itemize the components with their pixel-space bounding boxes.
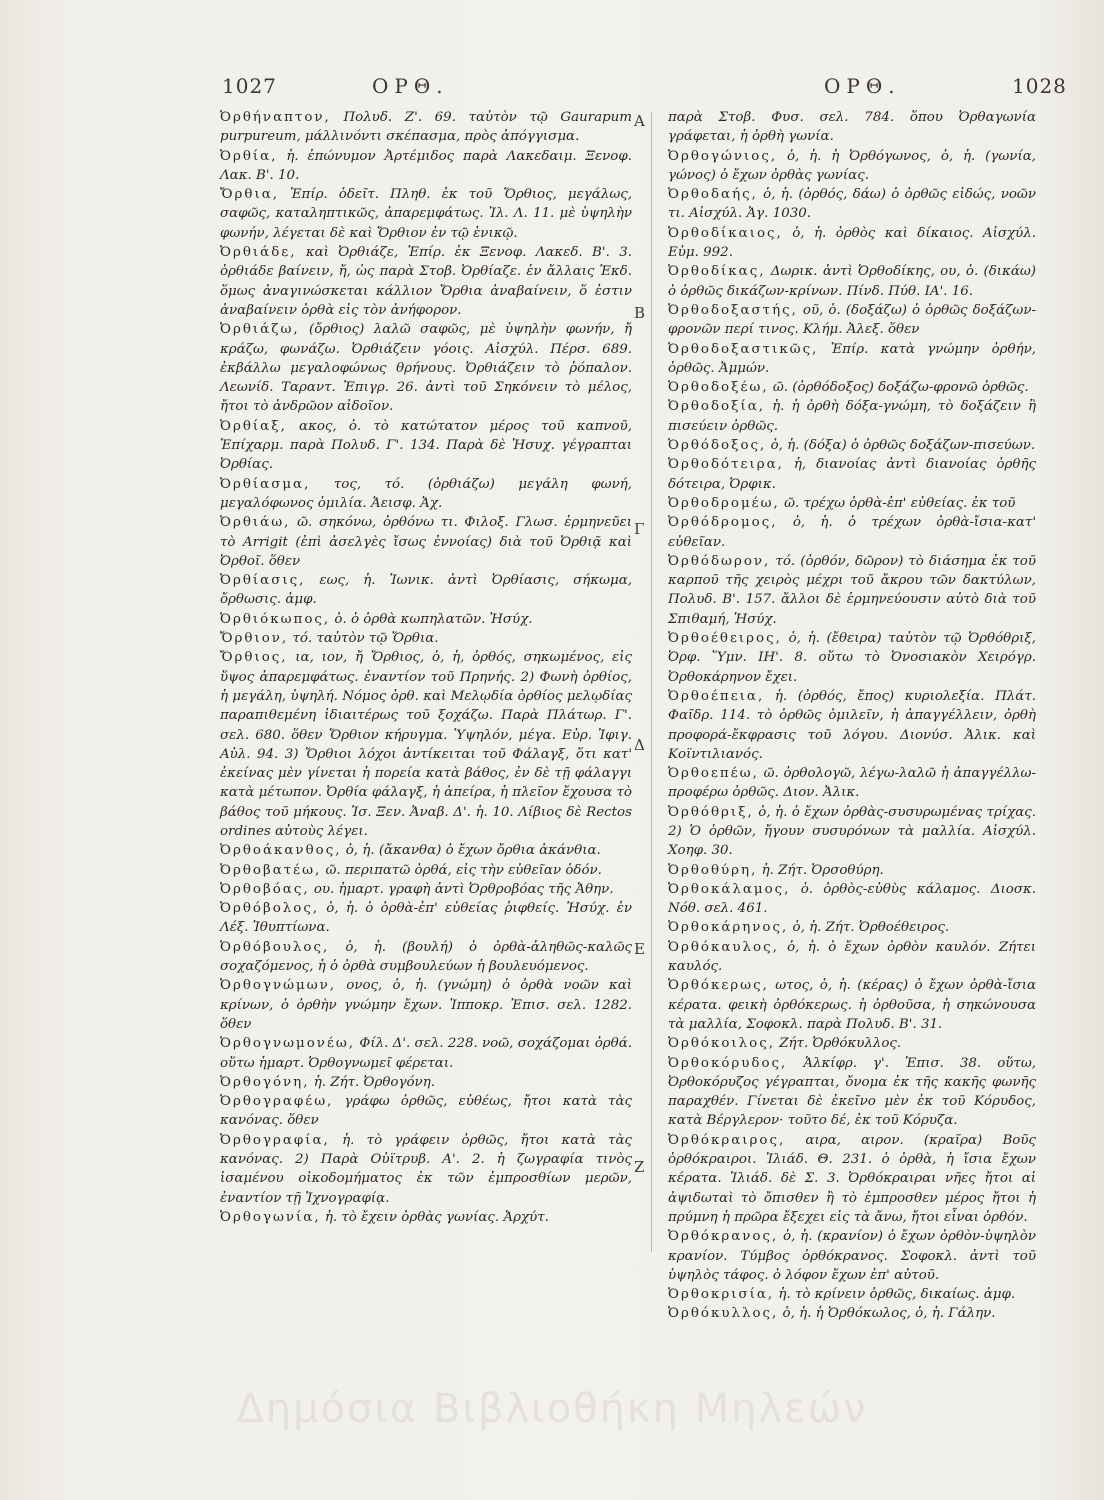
entry-definition: Ἀλκίφρ. γ'. Ἐπισ. 38. οὕτω, Ὀρθοκόρυζος γέγραπται, ὄνομα ἐκ τῆς κακῆς φωνῆς παραχθέν. Γίνεται δὲ ἐκεῖνο μὲν ἐκ τοῦ Κόρυδος, κατὰ Βέργλερον· τοῦτο δέ, ἐκ τοῦ Κόρυζα. xyxy=(668,1055,1036,1129)
entry-headword: Ὀρθοθύρη, xyxy=(668,862,758,878)
entry-definition: ὁ. ὀρθὸς-εὐθὺς κάλαμος. Διοσκ. Νόθ. σελ. 461. xyxy=(668,881,1036,917)
entry-headword: Ὀρθόκυλλος, xyxy=(668,1306,779,1322)
entry-definition: ἡ. (ὀρθός, ἔπος) κυριολεξία. Πλάτ. Φαῖδρ. 114. τὸ ὀρθῶς ὁμιλεῖν, ἡ ἀπαγγέλλειν, ὀρθὴ προφορά-ἔκφρασις τοῦ λόγου. Διονύσ. Ἀλικ. καὶ Κοϊντιλιανός. xyxy=(668,688,1036,762)
dictionary-entry xyxy=(668,861,1036,880)
entry-definition: αιρα, αιρον. (κραῖρα) Βοῦς ὀρθόκραιροι. Ἰλιάδ. Θ. 231. ὁ ὀρθὰ, ἡ ἴσια ἔχων κέρατα. Ἰλιάδ. δὲ Σ. 3. Ὀρθόκραιραι νῆες ἤτοι αἱ ἀψιδωταὶ τὸ ὄπισθεν ἢ τὸ ἐμπροσθεν μέρος ἤτοι ἡ πρύμνη ἡ πρῶρα ἔξεχει εἰς τὰ ἄνω, ἤτοι εἶναι ὀρθόν. xyxy=(668,1132,1036,1225)
section-letter: Δ xyxy=(634,736,645,754)
dictionary-entry xyxy=(668,880,1036,919)
entry-definition: γράφω ὀρθῶς, εὐθέως, ἤτοι κατὰ τὰς κανόνας. ὅθεν xyxy=(220,1094,632,1129)
entry-definition: ἡ. Ζήτ. Ὀρθογόνη. xyxy=(313,1074,435,1090)
entry-definition: ὁ, ἡ. ὁ τρέχων ὀρθὰ-ἴσια-κατ' εὐθεῖαν. xyxy=(668,515,1036,550)
dictionary-entry xyxy=(668,397,1036,436)
dictionary-entry xyxy=(220,648,632,841)
dictionary-entry xyxy=(220,1092,632,1131)
dictionary-entry xyxy=(668,1304,1036,1323)
entry-headword: Ὀρθοδίκας, xyxy=(668,264,766,280)
entry-headword: Ὀρθήναπτον, xyxy=(220,110,331,125)
entry-definition: ὁ, ἡ. ἡ Ὀρθόκωλος, ὁ, ἡ. Γάλην. xyxy=(782,1306,996,1322)
dictionary-entry xyxy=(220,1034,632,1073)
dictionary-entry xyxy=(220,899,632,938)
entry-definition: ἡ, διανοίας ἀντὶ διανοίας ὀρθῆς δότειρα, Ὀρφικ. xyxy=(668,457,1036,492)
entry-definition: ῶ. ὀρθολογῶ, λέγω-λαλῶ ἡ ἀπαγγέλλω-προφέρω ὀρθῶς. Διον. Ἀλικ. xyxy=(668,766,1036,801)
dictionary-entry xyxy=(220,1073,632,1092)
entry-headword: Ὀρθοβόας, xyxy=(220,881,310,897)
right-column xyxy=(668,108,1036,1324)
entry-definition: ῶ. (ὀρθόδοξος) δοξάζω-φρονῶ ὀρθῶς. xyxy=(772,380,1029,396)
entry-definition: ὁ, ἡ. ὁ ἔχων ὀρθὸν καυλόν. Ζήτει καυλός. xyxy=(668,939,1036,975)
entry-definition: ἡ. ἡ ὀρθὴ δόξα-γνώμη, τὸ δοξάζειν ἢ πισεύειν ὀρθῶς. xyxy=(668,399,1036,434)
entry-headword: Ὀρθόδωρον, xyxy=(668,553,771,569)
entry-definition: ὁ, ἡ. ὁ ὀρθὰ-ἐπ' εὐθείας ῥιφθείς. Ἡσύχ. ἐν Λέξ. Ἰθυπτίωνα. xyxy=(220,901,632,936)
entry-headword: Ὀρθοάκανθος, xyxy=(220,843,342,859)
dictionary-entry xyxy=(668,224,1036,263)
dictionary-entry xyxy=(668,301,1036,340)
dictionary-entry xyxy=(220,1131,632,1208)
entry-definition: ακος, ὁ. τὸ κατώτατον μέρος τοῦ καπνοῦ, Ἐπίχαρμ. παρὰ Πολυδ. Γ'. 134. Παρὰ δὲ Ἡσυχ. γέγραπται Ὀρθίας. xyxy=(220,418,632,473)
entry-headword: Ὀρθόκοιλος, xyxy=(668,1036,775,1052)
dictionary-entry xyxy=(668,185,1036,224)
entry-headword: Ὀρθιάζω, xyxy=(220,322,300,338)
entry-definition: Ἐπίρ. ὁδεῖτ. Πληθ. ἐκ τοῦ Ὄρθιος, μεγάλως, σαφῶς, καταληπτικῶς, ἀπαρεμφάτως. Ἰλ. Λ. 11. μὲ ὑψηλὴν φωνήν, λέγεται δὲ καὶ Ὄρθιον ἐν τῷ ἑνικῷ. xyxy=(220,187,632,241)
dictionary-entry xyxy=(668,513,1036,552)
dictionary-entry xyxy=(220,185,632,243)
dictionary-entry xyxy=(220,243,632,320)
dictionary-entry xyxy=(668,764,1036,803)
entry-definition: ἡ. τὸ γράφειν ὀρθῶς, ἤτοι κατὰ τὰς κανόνας. 2) Παρὰ Οὐϊτρυβ. Α'. 2. ἡ ζωγραφία τινὸς ἱσαμένου οἰκοδομήματος ἐκ τῶν ἐμπροσθίων μερῶν, ἐναντίον τῇ Ἰχνογραφίᾳ. xyxy=(220,1132,632,1206)
dictionary-entry xyxy=(668,552,1036,629)
entry-headword: Ὀρθία, xyxy=(220,148,278,164)
entry-definition: ὁ, ἡ. (ἔθειρα) ταὐτὸν τῷ Ὀρθόθριξ, Ὀρφ. Ὕμν. ΙΗ'. 8. οὕτω τὸ Ὀνοσιακὸν Χειρόγρ. Ὀρθοκάρηνον ἔχει. xyxy=(668,631,1036,685)
dictionary-entry xyxy=(668,1285,1036,1304)
entry-headword: Ὄρθια, xyxy=(220,187,280,203)
library-watermark: Δημόσια Βιβλιοθήκη Μηλεών xyxy=(236,1386,868,1432)
entry-definition: Φίλ. Δ'. σελ. 228. νοῶ, σοχάζομαι ὀρθά. οὕτω ἡμαρτ. Ὀρθογνωμεῖ φέρεται. xyxy=(220,1036,632,1071)
entry-headword: Ὄρθιον, xyxy=(220,631,289,647)
dictionary-entry xyxy=(668,436,1036,455)
entry-definition: οῦ, ὁ. (δοξάζω) ὁ ὀρθῶς δοξάζων-φρονῶν περί τινος. Κλήμ. Ἀλεξ. ὅθεν xyxy=(668,302,1036,338)
dictionary-entry xyxy=(220,513,632,571)
entry-headword: Ὀρθοκάρηνος, xyxy=(668,920,789,936)
entry-headword: Ὀρθόδρομος, xyxy=(668,515,778,531)
entry-definition: ια, ιον, ἤ Ὄρθιος, ὁ, ἡ, ὀρθός, σηκωμένος, εἰς ὕψος ἀπαρεμφάτως. ἐναντίον τοῦ Πρηνής. 2) Φωνὴ ὀρθίος, ἡ μεγάλη, ὑψηλή. Νόμος ὀρθ. καὶ Μελῳδία ὀρθίος μελῳδίας παραπιθεμένη ἰδιαιτέρως τοῦ ξοχάζω. Παρὰ Πλάτωρ. Γ'. σελ. 680. ὅθεν Ὄρθιον κήρυγμα. Ὑψηλόν, μέγα. Εὐρ. Ἰφιγ. Αὐλ. 94. 3) Ὄρθιοι λόχοι ἀντίκειται τοῦ Φάλαγξ, ὅτι κατ' ἐκείνας μὲν γίνεται ἡ πορεία κατὰ βάθος, ἐν δὲ τῇ φάλαγγι κατὰ μέτωπον. Ὀρθία φάλαγξ, ἡ ἀπείρα, ἡ πλεῖον ἔχουσα τὸ βάθος τοῦ μήκους. Ἰσ. Ξεν. Ἀναβ. Δ'. ἡ. 10. Λίβιος δὲ Rectos ordines αὐτοὺς λέγει. xyxy=(220,650,632,839)
entry-headword: Ὀρθόκερως, xyxy=(668,978,769,994)
section-letter: Β xyxy=(634,304,646,322)
entry-headword: Ὀρθιάδε, xyxy=(220,245,297,261)
entry-definition: ῶ. περιπατῶ ὀρθά, εἰς τὴν εὐθεῖαν ὁδόν. xyxy=(325,862,602,878)
entry-headword: Ὀρθοδίκαιος, xyxy=(668,225,783,241)
entry-headword: Ὀρθογόνη, xyxy=(220,1074,310,1090)
entry-definition: ἡ. τὸ κρίνειν ὀρθῶς, δικαίως. ἀμφ. xyxy=(778,1287,1016,1303)
entry-headword: Ὀρθοβατέω, xyxy=(220,862,322,878)
entry-headword: Ὀρθιάω, xyxy=(220,515,291,531)
section-letter: Ζ xyxy=(634,1158,645,1176)
entry-headword: Ὀρθόκρανος, xyxy=(668,1229,779,1245)
dictionary-entry xyxy=(668,687,1036,764)
entry-headword: Ὀρθόβουλος, xyxy=(220,939,330,955)
entry-definition: ὁ, ἡ. (ἄκανθα) ὁ ἔχων ὄρθια ἀκάνθια. xyxy=(345,843,601,859)
entry-headword: Ὀρθοδοξέω, xyxy=(668,380,769,396)
section-letter: Ε xyxy=(634,940,645,958)
left-running-head: ΟΡΘ. xyxy=(372,74,449,98)
dictionary-entry xyxy=(668,378,1036,397)
dictionary-entry xyxy=(668,629,1036,687)
entry-headword: Ὀρθοδαής, xyxy=(668,187,758,203)
entry-definition: ὁ, ἡ. Ζήτ. Ὀρθοέθειρος. xyxy=(792,920,950,936)
entry-definition: ὁ, ἡ. ἡ Ὀρθόγωνος, ὁ, ἡ. (γωνία, γώνος) ὁ ἔχων ὀρθὰς γωνίας. xyxy=(668,148,1036,183)
entry-definition: τό. ταὐτὸν τῷ Ὄρθια. xyxy=(292,631,439,647)
entry-headword: Ὀρθοκόρυδος, xyxy=(668,1055,788,1071)
entry-headword: Ὀρθοδοξαστικῶς, xyxy=(668,341,819,357)
entry-headword: Ὀρθόθριξ, xyxy=(668,804,754,820)
entry-headword: Ὀρθοέθειρος, xyxy=(668,631,782,647)
right-page-number: 1028 xyxy=(1012,74,1067,98)
dictionary-entry xyxy=(220,861,632,880)
entry-definition: ονος, ὁ, ἡ. (γνώμη) ὁ ὀρθὰ νοῶν καὶ κρίνων, ὁ ὀρθὴν γνώμην ἔχων. Ἱπποκρ. Ἐπισ. σελ. 1282. ὅθεν xyxy=(220,978,632,1032)
dictionary-entry xyxy=(220,475,632,514)
entry-headword: Ὀρθόβολος, xyxy=(220,901,320,917)
dictionary-entry xyxy=(668,938,1036,977)
dictionary-entry xyxy=(220,571,632,610)
dictionary-entry xyxy=(220,610,632,629)
entry-definition: Δωρικ. ἀντὶ Ὀρθοδίκης, ου, ὁ. (δικάω) ὁ ὀρθῶς δικάζων-κρίνων. Πίνδ. Πύθ. ΙΑ'. 16. xyxy=(668,264,1037,299)
entry-definition: ὁ, ἡ. (βουλή) ὁ ὀρθὰ-ἀληθῶς-καλῶς σοχαζόμενος, ἡ ὁ ὀρθὰ συμβουλεύων ἡ βουλευόμενος. xyxy=(220,939,632,975)
dictionary-entry xyxy=(220,880,632,899)
entry-definition: ὁ, ἡ. ὁ ἔχων ὀρθὰς-συσυρωμένας τρίχας. 2) Ὁ ὀρθῶν, ἤγουν συσυρόνων τὰ μαλλία. Αἰσχύλ. Χοηφ. 30. xyxy=(668,804,1036,859)
entry-definition: Ζήτ. Ὀρθόκυλλος. xyxy=(779,1036,902,1052)
dictionary-entry xyxy=(668,1054,1036,1131)
dictionary-entry xyxy=(220,320,632,416)
column-divider xyxy=(651,112,652,1252)
entry-definition: ὁ, ἡ. (ὀρθός, δάω) ὁ ὀρθῶς εἰδώς, νοῶν τι. Αἰσχύλ. Ἀγ. 1030. xyxy=(668,187,1036,222)
dictionary-entry xyxy=(668,1227,1036,1285)
entry-definition: (ὄρθιος) λαλῶ σαφῶς, μὲ ὑψηλὴν φωνήν, ἤ κράζω, φωνάζω. Ὀρθιάζειν γόοις. Αἰσχύλ. Πέρσ. 689. ἐκβάλλω μεγαλοφώνως θρήνους. Ὀρθιάζειν τὸ ῥόπαλον. Λεωνίδ. Ταραντ. Ἐπιγρ. 26. ἀντὶ τοῦ Σηκόνειν τὸ μέλος, ἤτοι τὸ ἀνδρῶον αἰδοῖον. xyxy=(220,322,632,415)
dictionary-entry xyxy=(220,147,632,186)
entry-headword: Ὀρθόδοξος, xyxy=(668,438,767,454)
entry-headword: Ὀρθοέπεια, xyxy=(668,688,765,704)
entry-headword: Ὀρθιόκωπος, xyxy=(220,611,331,627)
entry-definition: ἡ. Ζήτ. Ὀρσοθύρη. xyxy=(761,862,884,878)
entry-definition: τος, τό. (ὀρθιάζω) μεγάλη φωνή, μεγαλόφωνος ὁμιλία. Ἀεισφ. Ἀχ. xyxy=(220,476,632,511)
entry-headword: Ὀρθόκαυλος, xyxy=(668,939,779,955)
entry-headword: Ὀρθογραφία, xyxy=(220,1132,330,1148)
entry-definition: παρὰ Στοβ. Φυσ. σελ. 784. ὅπου Ὀρθαγωνία γράφεται, ἡ ὀρθὴ γωνία. xyxy=(668,110,1036,145)
entry-definition: ὁ, ἡ. (κρανίον) ὁ ἔχων ὀρθὸν-ὑψηλὸν κρανίον. Τύμβος ὀρθόκρανος. Σοφοκλ. ἀντὶ τοῦ ὑψηλὸς τάφος. ὁ λόφον ἔχων ἐπ' αὐτοῦ. xyxy=(668,1229,1036,1283)
entry-headword: Ὀρθογώνιος, xyxy=(668,148,778,164)
entry-headword: Ὀρθοδρομέω, xyxy=(668,495,780,511)
dictionary-entry xyxy=(668,803,1036,861)
entry-definition: ἡ. τὸ ἔχειν ὀρθὰς γωνίας. Ἀρχύτ. xyxy=(324,1209,549,1225)
dictionary-entry xyxy=(668,108,1036,147)
entry-headword: Ὀρθοδοξία, xyxy=(668,399,766,415)
entry-headword: Ὀρθογραφέω, xyxy=(220,1094,334,1110)
entry-headword: Ὀρθοδοξαστής, xyxy=(668,302,798,318)
entry-definition: Ἐπίρ. κατὰ γνώμην ὀρθήν, ὀρθῶς. Ἀμμών. xyxy=(668,341,1036,376)
dictionary-entry xyxy=(668,494,1036,513)
entry-definition: ὁ, ἡ. ὀρθὸς καὶ δίκαιος. Αἰσχύλ. Εὐμ. 992. xyxy=(668,225,1036,261)
entry-headword: Ὀρθογνώμων, xyxy=(220,978,337,994)
dictionary-entry xyxy=(220,629,632,648)
dictionary-entry xyxy=(220,417,632,475)
entry-definition: ῶ. σηκόνω, ὀρθόνω τι. Φιλοξ. Γλωσ. ἐρμηνεῦει τὸ Arrigit (ἐπὶ ἀσελγὲς ἴσως ἐννοίας) διὰ τοῦ Ὀρθιᾷ καὶ Ὀρθοῖ. ὅθεν xyxy=(220,515,632,569)
dictionary-entry xyxy=(220,976,632,1034)
right-running-head: ΟΡΘ. xyxy=(824,74,901,98)
entry-definition: ωτος, ὁ, ἡ. (κέρας) ὁ ἔχων ὀρθὰ-ἴσια κέρατα. φεικὴ ὀρθόκερως. ἡ ὀρθοῦσα, ἡ σηκώνουσα τὰ μαλλία, Σοφοκλ. παρὰ Πολυδ. Β'. 31. xyxy=(668,978,1036,1032)
dictionary-entry xyxy=(668,262,1036,301)
entry-definition: τό. (ὀρθόν, δῶρον) τὸ διάσημα ἐκ τοῦ καρποῦ τῆς χειρὸς μέχρι τοῦ ἄκρου τῶν δακτύλων, Πολυδ. Β'. 157. ἄλλοι δὲ ἑρμηνεύουσιν αὐτὸ διὰ τοῦ Σπιθαμή, Ἡσύχ. xyxy=(668,553,1036,627)
entry-headword: Ὀρθοκάλαμος, xyxy=(668,881,791,897)
entry-headword: Ὀρθίαξ, xyxy=(220,418,287,434)
dictionary-entry xyxy=(220,1208,632,1227)
entry-headword: Ὀρθοκρισία, xyxy=(668,1287,775,1303)
entry-headword: Ὀρθόκραιρος, xyxy=(668,1132,786,1148)
dictionary-entry xyxy=(668,340,1036,379)
left-column xyxy=(220,108,632,1227)
entry-headword: Ὀρθοδότειρα, xyxy=(668,457,784,473)
dictionary-entry xyxy=(668,918,1036,937)
left-page-number: 1027 xyxy=(222,74,277,98)
entry-definition: εως, ἡ. Ἰωνικ. ἀντὶ Ὀρθίασις, σήκωμα, ὄρθωσις. ἀμφ. xyxy=(220,573,632,608)
section-letter: Α xyxy=(634,112,645,130)
dictionary-entry xyxy=(668,976,1036,1034)
dictionary-entry xyxy=(668,147,1036,186)
entry-headword: Ὀρθογνωμονέω, xyxy=(220,1036,356,1052)
entry-definition: καὶ Ὀρθιάζε, Ἐπίρ. ἐκ Ξενοφ. Λακεδ. Β'. 3. ὀρθιάδε βαίνειν, ἤ, ὡς παρὰ Στοβ. Ὀρθίαζε. ἐν ἄλλαις Ἐκδ. ὅμως ἀναγινώσκεται κάλλιον Ὄρθια ἀναβαίνειν, ὅ ἐστιν ἀναβαίνειν ὀρθὰ εἰς τὸν ἀνήφορον. xyxy=(220,245,632,318)
entry-definition: ῶ. τρέχω ὀρθὰ-ἐπ' εὐθείας. ἐκ τοῦ xyxy=(784,495,1016,511)
entry-headword: Ὄρθιος, xyxy=(220,650,288,666)
entry-definition: ὁ, ἡ. (δόξα) ὁ ὀρθῶς δοξάζων-πισεύων. xyxy=(770,438,1036,454)
section-letter: Γ xyxy=(634,520,645,538)
entry-headword: Ὀρθοεπέω, xyxy=(668,766,759,782)
entry-headword: Ὀρθογωνία, xyxy=(220,1209,321,1225)
dictionary-entry xyxy=(668,455,1036,494)
dictionary-entry xyxy=(220,841,632,860)
entry-headword: Ὀρθίασις, xyxy=(220,573,306,589)
entry-definition: Πολυδ. Ζ'. 69. ταὐτὸν τῷ Gaurapum purpureum, μάλλινόντι σκέπασμα, πρὸς ἀπόγγισμα. xyxy=(220,110,632,145)
dictionary-entry xyxy=(220,108,632,147)
entry-definition: ἡ. ἐπώνυμον Ἀρτέμιδος παρὰ Λακεδαιμ. Ξενοφ. Λακ. Β'. 10. xyxy=(220,148,632,183)
entry-definition: ου. ἡμαρτ. γραφὴ ἀντὶ Ὀρθροβόας τῆς Ἀθην. xyxy=(313,881,614,897)
dictionary-entry xyxy=(668,1034,1036,1053)
dictionary-entry xyxy=(220,938,632,977)
entry-headword: Ὀρθίασμα, xyxy=(220,476,311,492)
dictionary-entry xyxy=(668,1131,1036,1227)
entry-definition: ὁ. ὁ ὀρθὰ κωπηλατῶν. Ἡσύχ. xyxy=(334,611,533,627)
